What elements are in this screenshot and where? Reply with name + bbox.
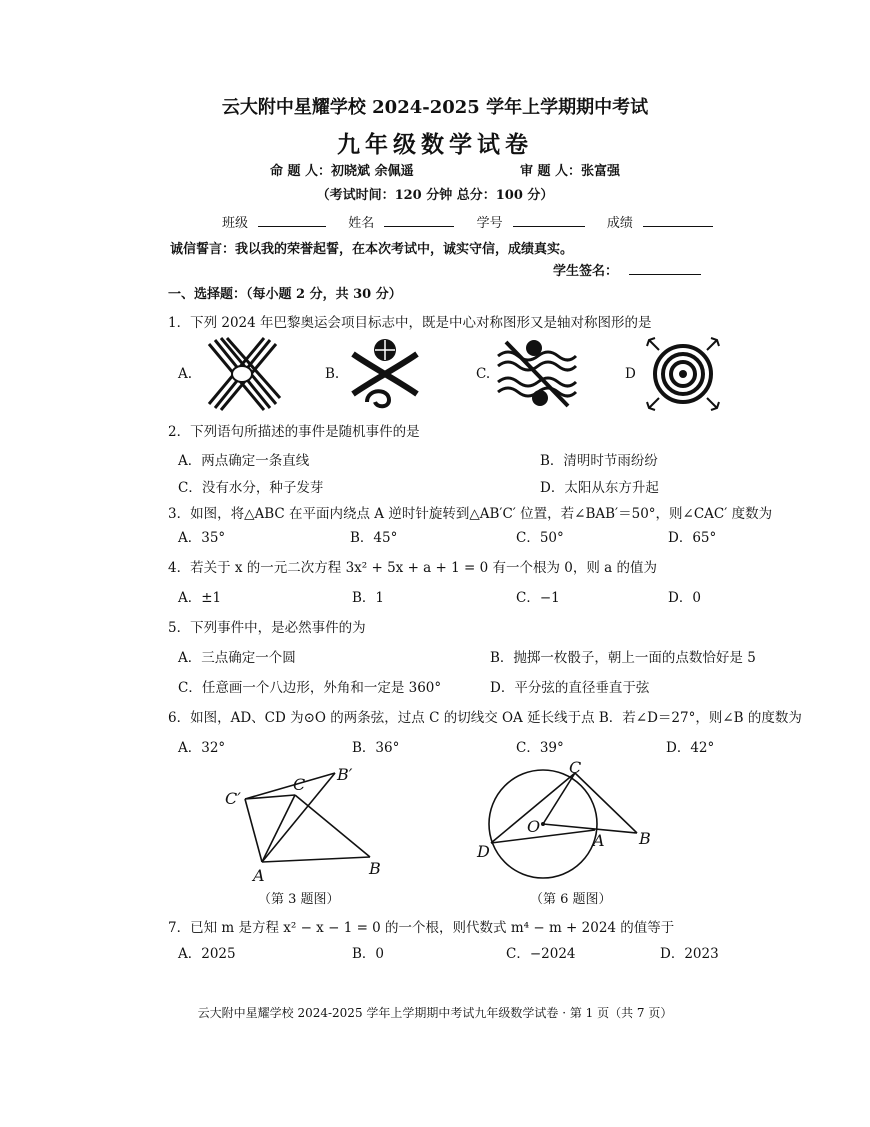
figure-3-caption: （第 3 题图） (258, 892, 340, 907)
label-b: B (369, 859, 381, 878)
page-footer: 云大附中星耀学校 2024-2025 学年上学期期中考试九年级数学试卷 · 第 1 页（共 7 页） (197, 1006, 673, 1020)
pledge-text: 诚信誓言：我以我的荣誉起誓，在本次考试中，诚实守信，成绩真实。 (170, 242, 574, 257)
center-point-o (541, 822, 545, 826)
q4-option-b: B．1 (352, 590, 385, 606)
class-field[interactable] (258, 212, 326, 227)
label-c: C (293, 775, 306, 794)
name-label: 姓名 (348, 216, 375, 231)
segment-c-b (295, 795, 370, 857)
tangent-cb (575, 773, 637, 833)
segment-cprime-a (245, 799, 262, 862)
class-label: 班级 (222, 216, 249, 231)
q6-option-c: C．39° (516, 740, 564, 756)
q4-stem: 4．若关于 x 的一元二次方程 3x² + 5x + a + 1 = 0 有一个根为 0，则 a 的值为 (168, 560, 657, 576)
school-title: 云大附中星耀学校 2024-2025 学年上学期期中考试 (221, 97, 649, 118)
signature-label: 学生签名： (553, 264, 619, 279)
label-o: O (527, 817, 541, 836)
q7-option-b: B．0 (352, 946, 385, 962)
badminton-pictogram (200, 336, 285, 412)
q7-option-c: C．−2024 (506, 946, 576, 962)
signature-field[interactable] (629, 260, 701, 275)
q2-option-a: A．两点确定一条直线 (178, 453, 310, 469)
q7-option-d: D．2023 (660, 946, 719, 962)
q1-option-d: D (625, 366, 636, 382)
q3-option-d: D．65° (668, 530, 717, 546)
q2-option-d: D．太阳从东方升起 (540, 480, 659, 496)
figure-6-circle-tangent (475, 760, 665, 885)
q3-option-b: B．45° (350, 530, 398, 546)
score-field[interactable] (643, 212, 713, 227)
q5-option-c: C．任意画一个八边形，外角和一定是 360° (178, 680, 442, 696)
q3-stem: 3．如图，将△ABC 在平面内绕点 A 逆时针旋转到△AB′C′ 位置，若∠BAB′＝50°，则∠CAC′ 度数为 (168, 506, 773, 522)
q5-stem: 5．下列事件中，是必然事件的为 (168, 620, 366, 636)
q5-option-d: D．平分弦的直径垂直于弦 (490, 680, 650, 696)
q2-stem: 2．下列语句所描述的事件是随机事件的是 (168, 424, 420, 440)
q6-option-d: D．42° (666, 740, 715, 756)
proposer-label: 命 题 人：初晓斌 余佩遥 (270, 164, 414, 179)
reviewer-label: 审 题 人：张富强 (520, 164, 621, 179)
q1-option-a: A. (178, 366, 193, 382)
id-field[interactable] (513, 212, 585, 227)
q4-option-c: C．−1 (516, 590, 560, 606)
label-b: B (639, 829, 651, 848)
q1-stem: 1．下列 2024 年巴黎奥运会项目标志中，既是中心对称图形又是轴对称图形的是 (168, 315, 652, 331)
radius-oc (543, 773, 575, 824)
q4-option-d: D．0 (668, 590, 701, 606)
label-d: D (477, 842, 490, 861)
q1-option-b: B. (325, 366, 340, 382)
label-a: A (593, 831, 605, 850)
paper-title: 九年级数学试卷 (337, 131, 533, 158)
figure-3-rotation-triangles (215, 760, 395, 885)
name-field[interactable] (384, 212, 454, 227)
student-info-row (222, 212, 713, 231)
q3-option-a: A．35° (178, 530, 226, 546)
chord-da (491, 830, 595, 843)
swimming-pictogram (496, 336, 578, 412)
figure-6-caption: （第 6 题图） (530, 892, 612, 907)
exam-info: （考试时间：120 分钟 总分：100 分） (316, 188, 554, 203)
id-label: 学号 (476, 216, 503, 231)
q7-stem: 7．已知 m 是方程 x² − x − 1 = 0 的一个根，则代数式 m⁴ − m + 2024 的值等于 (168, 920, 675, 936)
q6-stem: 6．如图，AD、CD 为⊙O 的两条弦，过点 C 的切线交 OA 延长线于点 B．若∠D＝27°，则∠B 的度数为 (168, 710, 802, 726)
label-b-prime: B′ (337, 765, 353, 784)
q7-option-a: A．2025 (178, 946, 236, 962)
q6-option-b: B．36° (352, 740, 400, 756)
archery-target-pictogram (645, 336, 721, 412)
q2-option-b: B．清明时节雨纷纷 (540, 453, 658, 469)
segment-a-b (262, 857, 370, 862)
q6-option-a: A．32° (178, 740, 226, 756)
segment-ob (543, 824, 637, 833)
label-c-prime: C′ (225, 789, 241, 808)
label-c: C (569, 758, 582, 777)
q5-option-a: A．三点确定一个圆 (178, 650, 296, 666)
q1-option-c: C. (476, 366, 491, 382)
q2-option-c: C．没有水分，种子发芽 (178, 480, 324, 496)
label-a: A (253, 866, 265, 885)
score-label: 成绩 (606, 216, 633, 231)
basketball-pictogram (345, 336, 425, 412)
q5-option-b: B．抛掷一枚骰子，朝上一面的点数恰好是 5 (490, 650, 756, 666)
signature-row (553, 260, 701, 279)
q3-option-c: C．50° (516, 530, 564, 546)
section-heading: 一、选择题：（每小题 2 分，共 30 分） (168, 287, 402, 302)
q4-option-a: A．±1 (178, 590, 222, 606)
